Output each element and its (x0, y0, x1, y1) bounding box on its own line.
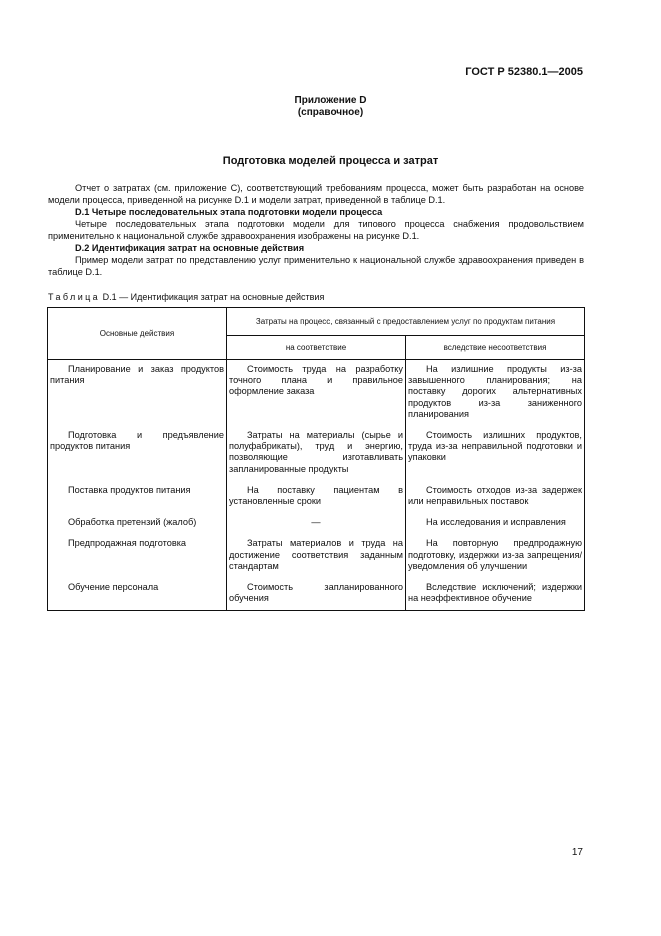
annex-title: Приложение D (294, 95, 367, 106)
header-main-actions: Основные действия (48, 308, 227, 360)
cell-nonconformance (406, 513, 585, 534)
cell-conformance-text: Стоимость запланированного обучения (229, 582, 403, 604)
table-row (48, 578, 585, 611)
table-row (48, 534, 585, 578)
heading-d1: D.1 Четыре последовательных этапа подготовки модели процесса (75, 207, 383, 217)
cell-conformance (227, 426, 406, 481)
table-caption-prefix: Таблица (48, 292, 101, 302)
paragraph-d1: Четыре последовательных этапа подготовки модели для типового процесса снабжения продовольствием применительно к национальной службе здравоохранения изображены на рисунке D.1. (48, 219, 584, 241)
paragraph-intro: Отчет о затратах (см. приложение С), соответствующий требованиям процесса, может быть разработан на основе модели процесса, приведенной на рисунке D.1 и модели затрат, приведенной в таблице D.1. (48, 183, 584, 205)
cell-nonconformance (406, 534, 585, 578)
cell-nonconformance-text: На исследования и исправления (426, 517, 566, 528)
header-conformance: на соответствие (227, 336, 406, 360)
cell-nonconformance (406, 426, 585, 481)
cell-action (48, 578, 227, 611)
cell-action (48, 426, 227, 481)
cell-nonconformance-text: На излишние продукты из-за завышенного планирования; на поставку дорогих альтернативных продуктов из-за заниженного планирования (408, 364, 582, 419)
table-caption (48, 292, 324, 302)
cell-action (48, 360, 227, 427)
cell-action-text: Предпродажная подготовка (68, 538, 187, 549)
cell-action-text: Планирование и заказ продуктов питания (50, 364, 224, 386)
cell-action-text: Обработка претензий (жалоб) (68, 517, 197, 528)
header-process-costs: Затраты на процесс, связанный с предоставлением услуг по продуктам питания (227, 308, 585, 336)
cell-conformance (227, 481, 406, 513)
cell-conformance-text: На поставку пациентам в установленные сроки (229, 484, 403, 507)
cell-nonconformance-text: Стоимость отходов из-за задержек или неправильных поставок (408, 484, 582, 507)
cell-conformance (227, 534, 406, 578)
cell-conformance-text: — (311, 517, 321, 528)
heading-d2: D.2 Идентификация затрат на основные действия (75, 243, 305, 253)
table-caption-text: D.1 — Идентификация затрат на основные действия (100, 292, 325, 302)
cell-action-text: Подготовка и предъявление продуктов питания (50, 430, 224, 452)
cell-conformance-text: Затраты на материалы (сырье и полуфабрикаты), труд и энергию, позволяющие изготавливать запланированные продукты (229, 430, 403, 474)
cell-action (48, 513, 227, 534)
cell-nonconformance-text: На повторную предпродажную подготовку, издержки из-за запрещения/уведомления об улучшении (408, 538, 582, 571)
cell-conformance (227, 513, 406, 534)
annex-subtitle: (справочное) (297, 107, 364, 118)
cell-nonconformance-text: Вследствие исключений; издержки на неэффективное обучение (408, 582, 582, 604)
cell-conformance (227, 578, 406, 611)
cell-nonconformance (406, 481, 585, 513)
annex-heading (0, 95, 661, 119)
table-row (48, 513, 585, 534)
cell-action (48, 534, 227, 578)
cell-conformance-text: Стоимость труда на разработку точного плана и правильное оформление заказа (229, 364, 403, 397)
cell-nonconformance (406, 578, 585, 611)
cell-action-text: Поставка продуктов питания (68, 484, 191, 495)
cell-conformance (227, 360, 406, 427)
table-row (48, 481, 585, 513)
cost-table (47, 307, 585, 611)
body-text (48, 182, 584, 278)
cell-nonconformance (406, 360, 585, 427)
cell-action (48, 481, 227, 513)
cell-action-text: Обучение персонала (68, 582, 159, 593)
table-row (48, 426, 585, 481)
table-row (48, 360, 585, 427)
cell-nonconformance-text: Стоимость излишних продуктов, труда из-за неправильной подготовки и упаковки (408, 430, 582, 463)
document-code: ГОСТ Р 52380.1—2005 (465, 66, 583, 78)
header-nonconformance: вследствие несоответствия (406, 336, 585, 360)
paragraph-d2: Пример модели затрат по представлению услуг применительно к национальной службе здравоохранения приведен в таблице D.1. (48, 255, 584, 277)
page-number: 17 (571, 847, 583, 858)
section-title: Подготовка моделей процесса и затрат (222, 155, 439, 167)
cell-conformance-text: Затраты материалов и труда на достижение соответствия заданным стандартам (229, 538, 403, 571)
